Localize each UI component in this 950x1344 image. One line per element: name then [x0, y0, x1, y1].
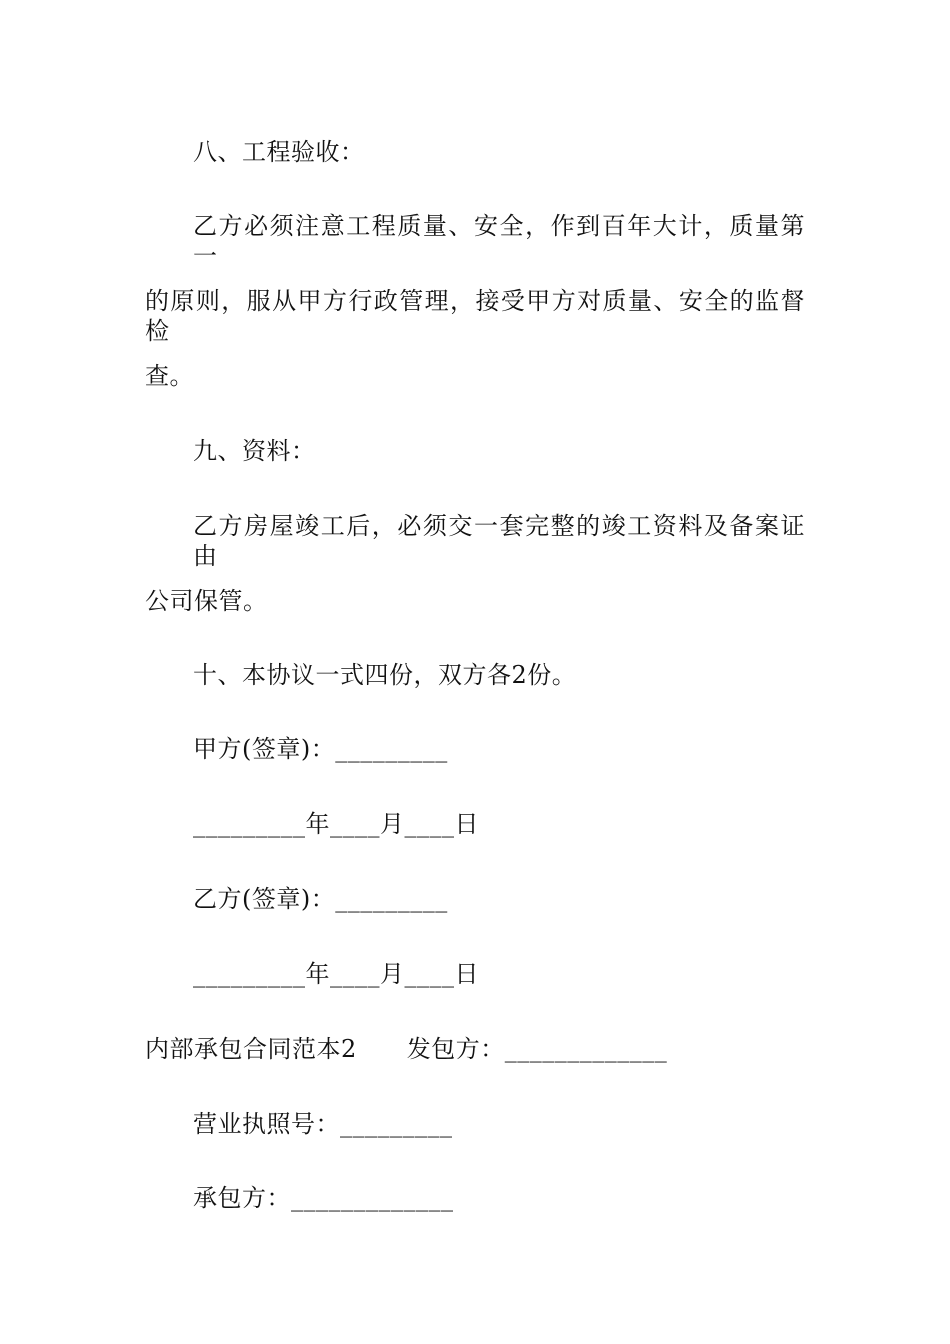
- paragraph-line: 的原则，服从甲方行政管理，接受甲方对质量、安全的监督检: [145, 287, 805, 345]
- business-license-field: 营业执照号：_________: [193, 1110, 453, 1138]
- party-b-date-line: _________年____月____日: [193, 960, 479, 988]
- party-a-date-line: _________年____月____日: [193, 810, 479, 838]
- section-heading-materials: 九、资料：: [193, 437, 316, 465]
- paragraph-line: 乙方房屋竣工后，必须交一套完整的竣工资料及备案证由: [193, 512, 805, 570]
- paragraph-line: 查。: [145, 362, 194, 390]
- section-heading-acceptance: 八、工程验收：: [193, 138, 365, 166]
- section-heading-copies: 十、本协议一式四份，双方各2份。: [193, 661, 577, 689]
- party-a-signature-line: 甲方(签章)：_________: [193, 735, 448, 763]
- contractor-field: 承包方：_____________: [193, 1184, 454, 1212]
- paragraph-line: 公司保管。: [145, 587, 268, 615]
- employer-field: 发包方：_____________: [406, 1035, 668, 1063]
- contract-title-line: [145, 1034, 810, 1064]
- party-b-signature-line: 乙方(签章)：_________: [193, 885, 448, 913]
- paragraph-line: 乙方必须注意工程质量、安全，作到百年大计，质量第一: [193, 212, 805, 270]
- contract-title: 内部承包合同范本2: [145, 1035, 357, 1063]
